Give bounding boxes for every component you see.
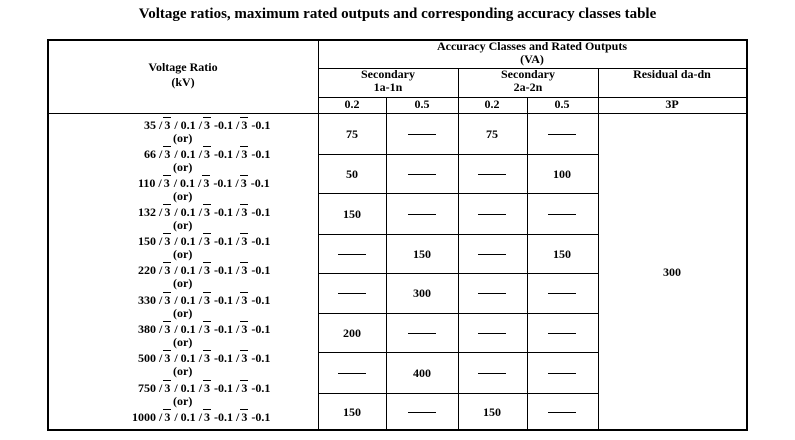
accuracy-class-header: 0.2	[344, 97, 360, 111]
empty-dash	[408, 214, 436, 215]
or-separator: (or)	[173, 394, 193, 408]
voltage-ratio-row: 750 / 3 / 0.1 / 3 -0.1 / 3 -0.1	[138, 381, 271, 395]
square-root-symbol: / 3	[236, 263, 248, 277]
square-root-symbol: / 3	[236, 381, 248, 395]
or-separator: (or)	[173, 306, 193, 320]
square-root-symbol: / 3	[236, 322, 248, 336]
square-root-symbol: / 3	[159, 351, 171, 365]
empty-dash	[548, 293, 576, 294]
rated-output-value: 150	[343, 404, 361, 419]
voltage-ratio-row: 132 / 3 / 0.1 / 3 -0.1 / 3 -0.1	[138, 205, 271, 219]
column-divider	[318, 40, 319, 430]
accuracy-classes-header: Accuracy Classes and Rated Outputs	[436, 39, 627, 53]
rated-output-value: 75	[346, 126, 358, 141]
rated-output-value: 75	[486, 126, 498, 141]
rated-output-value: 50	[346, 166, 358, 181]
square-root-symbol: / 3	[236, 147, 248, 161]
rated-output-value: 150	[553, 246, 571, 261]
group-rule	[318, 352, 598, 353]
empty-dash	[548, 333, 576, 334]
accuracy-class-header: 0.5	[554, 97, 570, 111]
empty-dash	[478, 214, 506, 215]
residual-header: Residual da-dn	[633, 67, 711, 81]
accuracy-class-header: 0.5	[414, 97, 430, 111]
column-divider	[527, 97, 528, 430]
header-rule	[48, 113, 747, 114]
empty-dash	[408, 134, 436, 135]
square-root-symbol: / 3	[198, 293, 211, 307]
empty-dash	[478, 373, 506, 374]
square-root-symbol: / 3	[236, 205, 248, 219]
voltage-ratio-header: Voltage Ratio	[148, 60, 218, 74]
empty-dash	[548, 134, 576, 135]
or-separator: (or)	[173, 218, 193, 232]
group-rule	[318, 393, 598, 394]
empty-dash	[548, 214, 576, 215]
rated-output-value: 100	[553, 166, 571, 181]
or-separator: (or)	[173, 131, 193, 145]
or-separator: (or)	[173, 160, 193, 174]
page-title: Voltage ratios, maximum rated outputs and corresponding accuracy classes table	[138, 6, 657, 22]
column-divider	[458, 68, 459, 430]
voltage-ratio-row: 66 / 3 / 0.1 / 3 -0.1 / 3 -0.1	[144, 147, 271, 161]
secondary2-header: Secondary	[501, 67, 555, 81]
square-root-symbol: / 3	[159, 147, 171, 161]
or-separator: (or)	[173, 276, 193, 290]
or-separator: (or)	[173, 189, 193, 203]
square-root-symbol: / 3	[198, 410, 211, 424]
empty-dash	[478, 333, 506, 334]
column-divider	[386, 97, 387, 430]
square-root-symbol: / 3	[236, 234, 248, 248]
rated-output-value: 150	[483, 404, 501, 419]
square-root-symbol: / 3	[236, 351, 248, 365]
or-separator: (or)	[173, 247, 193, 261]
square-root-symbol: / 3	[198, 263, 211, 277]
square-root-symbol: / 3	[198, 322, 211, 336]
square-root-symbol: / 3	[198, 381, 211, 395]
rated-output-value: 200	[343, 325, 361, 340]
voltage-ratio-row: 220 / 3 / 0.1 / 3 -0.1 / 3 -0.1	[138, 263, 271, 277]
empty-dash	[548, 412, 576, 413]
square-root-symbol: / 3	[198, 176, 210, 190]
square-root-symbol: / 3	[198, 118, 211, 132]
rated-output-value: 150	[413, 246, 431, 261]
group-rule	[318, 313, 598, 314]
rated-output-value: 300	[413, 286, 431, 300]
square-root-symbol: / 3	[159, 293, 171, 307]
secondary1-sub-header: 1a-1n	[373, 80, 403, 94]
empty-dash	[338, 254, 366, 255]
voltage-ratio-row: 110 / 3 / 0.1 / 3 -0.1 / 3 -0.1	[138, 176, 270, 190]
or-separator: (or)	[173, 335, 193, 349]
rated-output-value: 400	[413, 365, 431, 380]
column-divider	[598, 68, 599, 430]
group-rule	[318, 273, 598, 274]
residual-class-header: 3P	[665, 97, 679, 111]
empty-dash	[338, 373, 366, 374]
square-root-symbol: / 3	[159, 263, 171, 277]
square-root-symbol: / 3	[236, 410, 248, 424]
secondary2-sub-header: 2a-2n	[513, 80, 543, 94]
voltage-ratio-row: 35 / 3 / 0.1 / 3 -0.1 / 3 -0.1	[144, 118, 271, 132]
square-root-symbol: / 3	[198, 351, 211, 365]
empty-dash	[408, 333, 436, 334]
square-root-symbol: / 3	[235, 176, 247, 190]
square-root-symbol: / 3	[236, 118, 248, 132]
group-rule	[318, 154, 598, 155]
rated-output-value: 150	[343, 206, 361, 221]
voltage-unit-header: (kV)	[171, 75, 195, 89]
voltage-ratio-row: 380 / 3 / 0.1 / 3 -0.1 / 3 -0.1	[138, 322, 271, 336]
voltage-ratio-row: 1000 / 3 / 0.1 / 3 -0.1 / 3 -0.1	[132, 410, 271, 424]
square-root-symbol: / 3	[159, 410, 171, 424]
square-root-symbol: / 3	[159, 322, 171, 336]
residual-value: 300	[663, 265, 681, 279]
empty-dash	[478, 293, 506, 294]
square-root-symbol: / 3	[159, 118, 171, 132]
voltage-ratio-row: 150 / 3 / 0.1 / 3 -0.1 / 3 -0.1	[138, 234, 271, 248]
empty-dash	[548, 373, 576, 374]
empty-dash	[338, 293, 366, 294]
accuracy-unit-header: (VA)	[520, 52, 544, 66]
square-root-symbol: / 3	[159, 381, 171, 395]
voltage-ratio-row: 330 / 3 / 0.1 / 3 -0.1 / 3 -0.1	[138, 293, 271, 307]
voltage-ratio-row: 500 / 3 / 0.1 / 3 -0.1 / 3 -0.1	[138, 351, 271, 365]
square-root-symbol: / 3	[236, 293, 248, 307]
accuracy-class-header: 0.2	[484, 97, 500, 111]
group-rule	[318, 234, 598, 235]
square-root-symbol: / 3	[198, 147, 211, 161]
square-root-symbol: / 3	[198, 234, 211, 248]
group-rule	[318, 193, 598, 194]
empty-dash	[408, 412, 436, 413]
empty-dash	[408, 174, 436, 175]
empty-dash	[478, 254, 506, 255]
empty-dash	[478, 174, 506, 175]
or-separator: (or)	[173, 364, 193, 378]
square-root-symbol: / 3	[159, 234, 171, 248]
square-root-symbol: / 3	[159, 205, 171, 219]
secondary1-header: Secondary	[361, 67, 415, 81]
square-root-symbol: / 3	[158, 176, 170, 190]
square-root-symbol: / 3	[198, 205, 211, 219]
